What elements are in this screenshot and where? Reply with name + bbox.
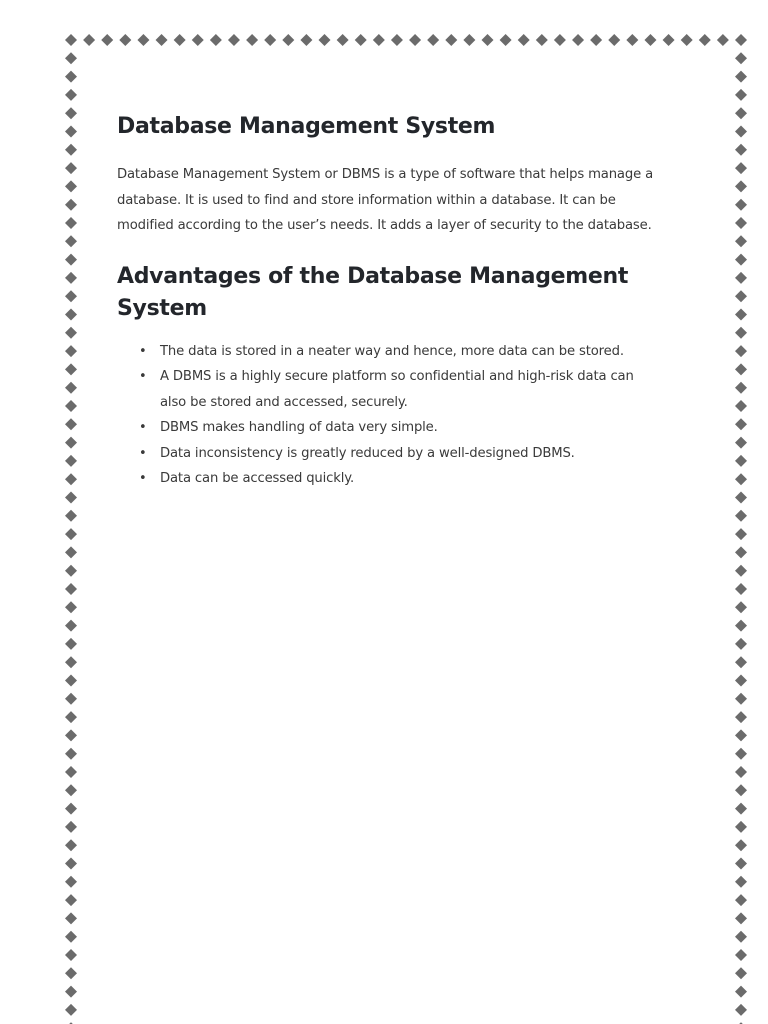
border-diamond	[409, 34, 421, 46]
border-diamond	[463, 34, 475, 46]
intro-paragraph: Database Management System or DBMS is a type of software that helps manage a database. It is used to find and store information within a database. It can be modified according to the user’s needs. It adds a layer of security to the database.	[117, 167, 654, 233]
list-item-text: Data inconsistency is greatly reduced by a well-designed DBMS.	[160, 445, 575, 461]
border-diamond	[735, 583, 747, 595]
border-diamond	[735, 71, 747, 83]
border-diamond	[735, 894, 747, 906]
border-diamond	[192, 34, 204, 46]
border-diamond	[65, 290, 77, 302]
border-diamond	[735, 656, 747, 668]
border-diamond	[735, 382, 747, 394]
border-diamond	[391, 34, 403, 46]
border-diamond	[735, 254, 747, 266]
bullet-icon: •	[139, 369, 147, 384]
border-diamond	[735, 821, 747, 833]
border-diamond	[65, 89, 77, 101]
border-diamond	[735, 290, 747, 302]
border-diamond	[681, 34, 693, 46]
border-diamond	[735, 363, 747, 375]
list-item-text: The data is stored in a neater way and hence, more data can be stored.	[160, 343, 624, 359]
border-diamond	[735, 510, 747, 522]
border-diamond	[65, 729, 77, 741]
border-diamond	[355, 34, 367, 46]
border-diamond	[65, 638, 77, 650]
border-diamond	[735, 162, 747, 174]
border-diamond	[626, 34, 638, 46]
border-diamond	[735, 876, 747, 888]
border-diamond	[735, 418, 747, 430]
border-diamond	[735, 912, 747, 924]
border-diamond	[65, 601, 77, 613]
document-content	[117, 108, 657, 492]
border-diamond	[735, 931, 747, 943]
border-diamond	[65, 565, 77, 577]
border-diamond	[735, 839, 747, 851]
border-diamond	[735, 309, 747, 321]
border-diamond	[735, 766, 747, 778]
border-diamond	[735, 601, 747, 613]
border-diamond	[373, 34, 385, 46]
border-diamond	[65, 711, 77, 723]
border-diamond	[65, 52, 77, 64]
border-diamond	[65, 949, 77, 961]
border-diamond	[735, 235, 747, 247]
border-diamond	[65, 492, 77, 504]
border-diamond	[536, 34, 548, 46]
bullet-icon: •	[139, 343, 147, 359]
border-diamond	[735, 492, 747, 504]
advantages-list	[117, 339, 657, 492]
border-diamond	[735, 272, 747, 284]
border-diamond	[65, 748, 77, 760]
border-diamond	[65, 821, 77, 833]
border-diamond	[735, 126, 747, 138]
border-diamond	[735, 986, 747, 998]
border-diamond	[735, 693, 747, 705]
border-diamond	[735, 180, 747, 192]
border-diamond	[735, 52, 747, 64]
border-diamond	[119, 34, 131, 46]
bullet-icon: •	[139, 445, 147, 461]
border-diamond	[572, 34, 584, 46]
border-diamond	[735, 729, 747, 741]
border-diamond	[65, 418, 77, 430]
border-diamond	[735, 199, 747, 211]
border-diamond	[65, 766, 77, 778]
border-diamond	[65, 510, 77, 522]
border-diamond	[174, 34, 186, 46]
border-diamond	[427, 34, 439, 46]
border-diamond	[83, 34, 95, 46]
border-diamond	[137, 34, 149, 46]
border-diamond	[735, 638, 747, 650]
border-diamond	[65, 363, 77, 375]
list-item	[139, 415, 657, 441]
border-diamond	[65, 254, 77, 266]
border-diamond	[735, 107, 747, 119]
border-diamond	[65, 382, 77, 394]
border-diamond	[65, 583, 77, 595]
border-diamond	[735, 1004, 747, 1016]
border-diamond	[65, 309, 77, 321]
border-diamond	[65, 656, 77, 668]
border-diamond	[65, 839, 77, 851]
border-diamond	[65, 217, 77, 229]
border-diamond	[65, 107, 77, 119]
border-diamond	[608, 34, 620, 46]
border-diamond	[101, 34, 113, 46]
list-item	[139, 364, 657, 415]
border-diamond	[735, 400, 747, 412]
border-diamond	[735, 784, 747, 796]
border-diamond	[65, 986, 77, 998]
border-diamond	[735, 34, 747, 46]
border-diamond	[65, 199, 77, 211]
border-diamond	[65, 876, 77, 888]
border-diamond	[65, 620, 77, 632]
bullet-icon: •	[139, 420, 147, 435]
border-diamond	[663, 34, 675, 46]
border-diamond	[65, 967, 77, 979]
border-diamond	[156, 34, 168, 46]
border-diamond	[65, 675, 77, 687]
border-diamond	[735, 327, 747, 339]
border-diamond	[735, 748, 747, 760]
border-diamond	[65, 235, 77, 247]
list-item	[139, 339, 657, 365]
border-diamond	[518, 34, 530, 46]
border-diamond	[735, 528, 747, 540]
border-diamond	[65, 473, 77, 485]
border-diamond	[210, 34, 222, 46]
border-diamond	[590, 34, 602, 46]
border-diamond	[264, 34, 276, 46]
border-diamond	[65, 912, 77, 924]
list-item-text: DBMS makes handling of data very simple.	[160, 420, 438, 435]
border-diamond	[735, 675, 747, 687]
list-item	[139, 441, 657, 467]
border-diamond	[735, 565, 747, 577]
border-diamond	[228, 34, 240, 46]
border-diamond	[65, 345, 77, 357]
border-diamond	[735, 546, 747, 558]
border-diamond	[65, 400, 77, 412]
border-diamond	[735, 144, 747, 156]
border-diamond	[65, 455, 77, 467]
border-diamond	[65, 931, 77, 943]
border-diamond	[337, 34, 349, 46]
list-item	[139, 466, 657, 492]
border-diamond	[500, 34, 512, 46]
border-diamond	[65, 858, 77, 870]
border-diamond	[65, 803, 77, 815]
border-diamond	[65, 784, 77, 796]
border-diamond	[644, 34, 656, 46]
list-item-text: Data can be accessed quickly.	[160, 471, 355, 486]
border-diamond	[735, 217, 747, 229]
page-title: Database Management System	[117, 114, 496, 139]
list-item-text: A DBMS is a highly secure platform so confidential and high-risk data can also be stored and accessed, securely.	[160, 369, 634, 410]
border-diamond	[65, 528, 77, 540]
section-heading: Advantages of the Database Management System	[117, 263, 629, 321]
border-diamond	[735, 711, 747, 723]
border-diamond	[735, 967, 747, 979]
bullet-icon: •	[139, 471, 147, 486]
border-diamond	[65, 180, 77, 192]
border-diamond	[246, 34, 258, 46]
border-diamond	[65, 71, 77, 83]
border-diamond	[735, 949, 747, 961]
border-diamond	[735, 473, 747, 485]
border-diamond	[65, 34, 77, 46]
border-diamond	[735, 437, 747, 449]
border-diamond	[445, 34, 457, 46]
border-diamond	[65, 546, 77, 558]
border-diamond	[717, 34, 729, 46]
border-diamond	[65, 144, 77, 156]
border-diamond	[735, 803, 747, 815]
border-diamond	[65, 1004, 77, 1016]
border-diamond	[65, 327, 77, 339]
border-diamond	[735, 89, 747, 101]
border-diamond	[735, 345, 747, 357]
border-diamond	[481, 34, 493, 46]
border-diamond	[65, 894, 77, 906]
border-diamond	[282, 34, 294, 46]
border-diamond	[65, 162, 77, 174]
border-diamond	[300, 34, 312, 46]
border-diamond	[735, 455, 747, 467]
border-diamond	[65, 272, 77, 284]
border-diamond	[735, 620, 747, 632]
border-diamond	[554, 34, 566, 46]
border-diamond	[699, 34, 711, 46]
border-diamond	[65, 437, 77, 449]
border-diamond	[65, 126, 77, 138]
border-diamond	[735, 858, 747, 870]
border-diamond	[319, 34, 331, 46]
border-diamond	[65, 693, 77, 705]
